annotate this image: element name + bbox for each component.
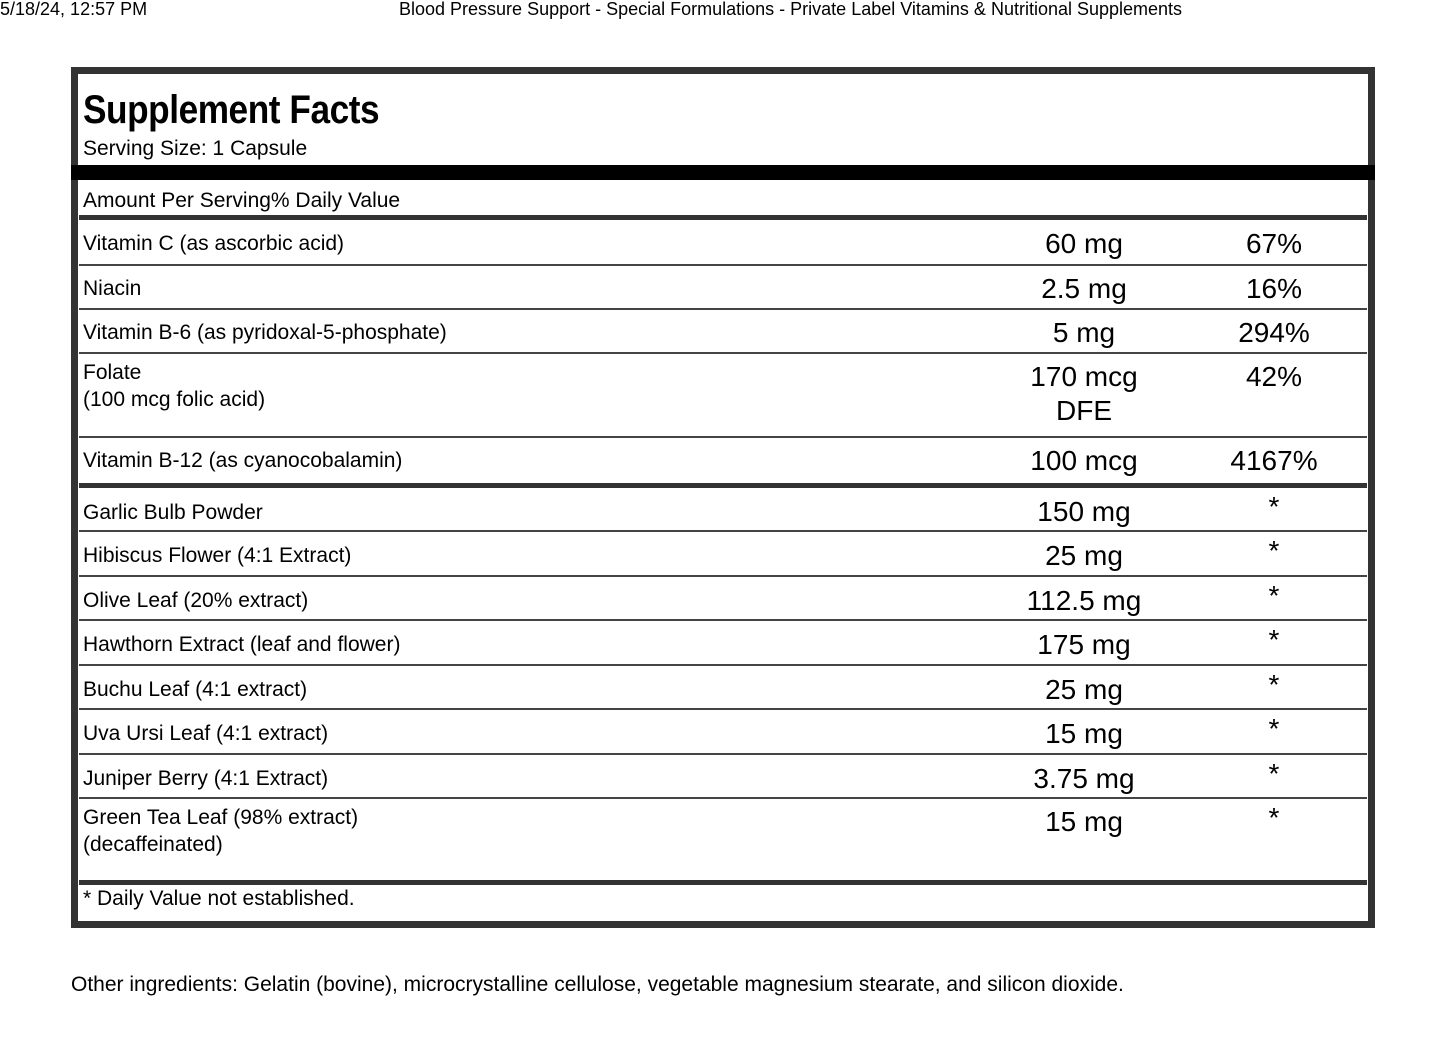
ingredient-name: Garlic Bulb Powder: [83, 501, 263, 524]
table-row: [79, 799, 1367, 880]
nutrient-name: Niacin: [83, 277, 142, 300]
daily-value: *: [1268, 669, 1280, 700]
ingredient-name: Buchu Leaf (4:1 extract): [83, 678, 308, 701]
daily-value: 42%: [1245, 361, 1303, 392]
supplement-facts-panel: [71, 67, 1375, 928]
table-row: [79, 266, 1367, 310]
footnote: * Daily Value not established.: [83, 887, 355, 910]
other-ingredients: Other ingredients: Gelatin (bovine), microcrystalline cellulose, vegetable magnesium stearate, and silicon dioxide.: [71, 973, 1124, 996]
table-row: [79, 755, 1367, 799]
table-row: [79, 710, 1367, 755]
ingredient-name: Juniper Berry (4:1 Extract): [83, 767, 329, 790]
ingredient-amount: 150 mg: [1037, 496, 1131, 527]
nutrient-name: Vitamin B-12 (as cyanocobalamin): [83, 449, 403, 472]
ingredient-amount: 3.75 mg: [1033, 763, 1135, 794]
facts-title: Supplement Facts: [83, 88, 380, 132]
print-date: 5/18/24, 12:57 PM: [0, 0, 148, 19]
table-row: [79, 488, 1367, 532]
nutrient-name: Vitamin C (as ascorbic acid): [83, 232, 345, 255]
daily-value: *: [1268, 535, 1280, 566]
thick-divider: [71, 165, 1375, 180]
daily-value: 67%: [1245, 228, 1303, 259]
ingredient-name-detail: (decaffeinated): [83, 833, 223, 856]
nutrient-amount: 5 mg: [1052, 317, 1116, 348]
daily-value: 4167%: [1230, 445, 1318, 476]
amount-per-serving-label: Amount Per Serving% Daily Value: [83, 189, 401, 212]
nutrient-name-detail: (100 mcg folic acid): [83, 388, 266, 411]
nutrient-amount: 100 mcg: [1030, 445, 1138, 476]
supplement-facts-inner: [79, 75, 1367, 920]
table-row: [79, 621, 1367, 666]
table-row: [79, 532, 1367, 577]
nutrient-name: Folate: [83, 361, 142, 384]
print-page-title: Blood Pressure Support - Special Formulations - Private Label Vitamins & Nutritional Supplements: [399, 0, 1183, 19]
ingredient-name: Hibiscus Flower (4:1 Extract): [83, 544, 352, 567]
ingredient-amount: 25 mg: [1045, 674, 1123, 705]
ingredient-amount: 15 mg: [1045, 806, 1123, 837]
amount-per-serving-row: [79, 180, 1367, 215]
ingredient-name: Hawthorn Extract (leaf and flower): [83, 633, 401, 656]
ingredient-amount: 112.5 mg: [1026, 585, 1142, 616]
daily-value: 16%: [1245, 273, 1303, 304]
table-row: [79, 220, 1367, 266]
table-row: [79, 666, 1367, 710]
daily-value: *: [1268, 624, 1280, 655]
daily-value: *: [1268, 802, 1280, 833]
ingredient-name: Green Tea Leaf (98% extract): [83, 806, 359, 829]
table-row: [79, 354, 1367, 438]
daily-value: *: [1268, 713, 1280, 744]
daily-value: *: [1268, 580, 1280, 611]
serving-size: Serving Size: 1 Capsule: [83, 137, 308, 160]
table-row: [79, 577, 1367, 621]
nutrient-amount: 60 mg: [1045, 228, 1123, 259]
ingredient-amount: 15 mg: [1045, 718, 1123, 749]
daily-value: 294%: [1238, 317, 1310, 348]
table-row: [79, 438, 1367, 483]
nutrient-amount-unit: DFE: [1056, 395, 1112, 426]
nutrient-name: Vitamin B-6 (as pyridoxal-5-phosphate): [83, 321, 447, 344]
table-row: [79, 310, 1367, 354]
nutrient-amount: 170 mcg: [1030, 361, 1138, 392]
ingredient-amount: 175 mg: [1037, 629, 1131, 660]
ingredient-name: Uva Ursi Leaf (4:1 extract): [83, 722, 329, 745]
nutrient-amount: 2.5 mg: [1041, 273, 1127, 304]
ingredient-amount: 25 mg: [1045, 540, 1123, 571]
daily-value: *: [1268, 491, 1280, 522]
ingredient-name: Olive Leaf (20% extract): [83, 589, 309, 612]
print-header: [0, 0, 1445, 22]
daily-value: *: [1268, 758, 1280, 789]
